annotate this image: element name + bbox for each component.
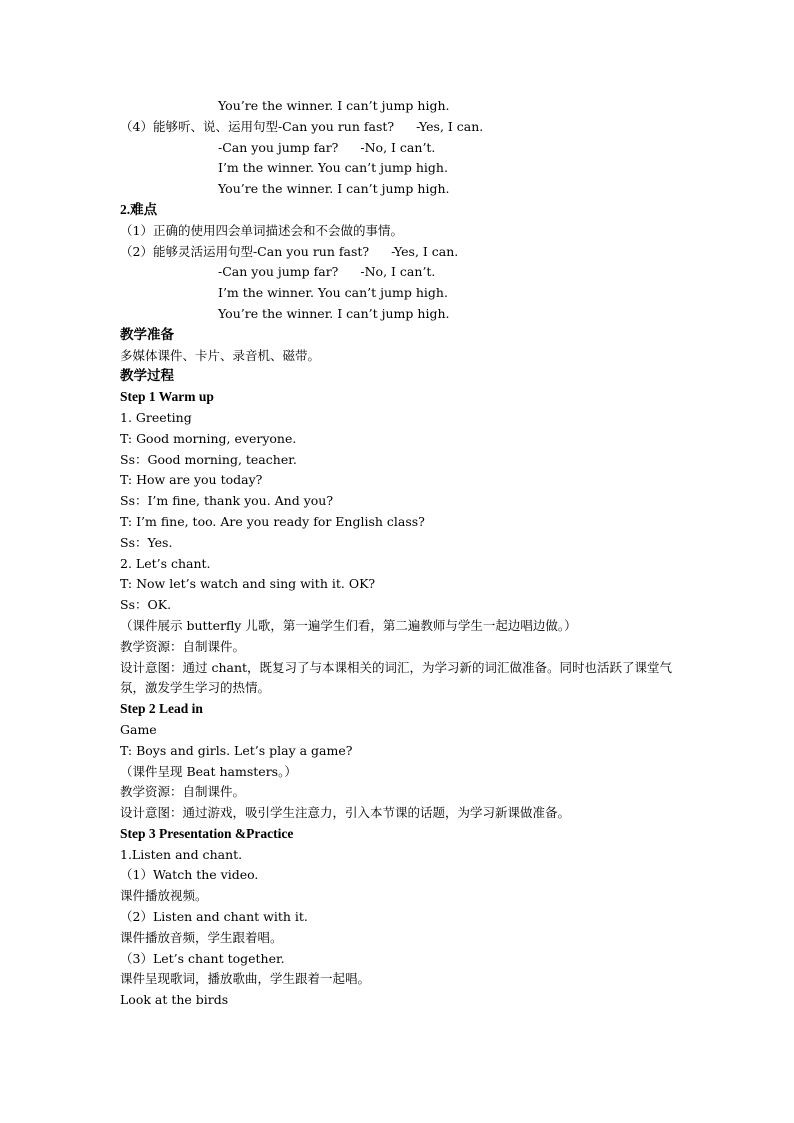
text-span: （4）能够听、说、运用句型-Can you run fast?: [120, 118, 395, 134]
text-line: 课件播放视频。: [120, 888, 208, 904]
text-span: -Yes, I can.: [416, 118, 484, 134]
text-line: [120, 242, 680, 263]
text-line: （1）Watch the video.: [120, 867, 259, 883]
step-heading: Step 1 Warm up: [120, 389, 214, 405]
section-heading: 教学准备: [120, 326, 174, 342]
text-line: （课件呈现 Beat hamsters。）: [120, 763, 297, 779]
text-span: -Can you jump far?: [218, 264, 339, 280]
text-line: Ss：I’m fine, thank you. And you?: [120, 493, 334, 509]
text-span: -Can you jump far?: [218, 139, 339, 155]
text-line: （3）Let’s chant together.: [120, 950, 285, 966]
text-line: （课件展示 butterfly 儿歌，第一遍学生们看，第二遍教师与学生一起边唱边做。）: [120, 617, 577, 633]
text-line: [120, 117, 680, 138]
text-line: Ss：OK.: [120, 597, 172, 613]
text-line: （2）Listen and chant with it.: [120, 909, 308, 925]
text-line: You’re the winner. I can’t jump high.: [218, 181, 450, 197]
section-heading: 2.难点: [120, 201, 158, 217]
text-line: 教学资源：自制课件。: [120, 638, 246, 654]
text-line: 1.Listen and chant.: [120, 846, 243, 862]
text-line: 课件播放音频，学生跟着唱。: [120, 929, 283, 945]
text-line: 2. Let’s chant.: [120, 555, 211, 571]
text-line: （1）正确的使用四会单词描述会和不会做的事情。: [120, 222, 403, 238]
text-line: T: How are you today?: [120, 472, 263, 488]
text-line: You’re the winner. I can’t jump high.: [218, 305, 450, 321]
text-span: -No, I can’t.: [360, 139, 436, 155]
section-heading: 教学过程: [120, 368, 174, 384]
text-line: T: Good morning, everyone.: [120, 430, 297, 446]
text-line: 课件呈现歌词，播放歌曲，学生跟着一起唱。: [120, 971, 371, 987]
text-line: Ss：Yes.: [120, 534, 173, 550]
text-span: -No, I can’t.: [360, 264, 436, 280]
text-line: 设计意图：通过游戏，吸引学生注意力，引入本节课的话题，为学习新课做准备。: [120, 805, 571, 821]
text-line: [120, 262, 680, 283]
text-line: T: I’m fine, too. Are you ready for English class?: [120, 513, 425, 529]
text-line: 多媒体课件、卡片、录音机、磁带。: [120, 347, 321, 363]
text-line: I’m the winner. You can’t jump high.: [218, 160, 448, 176]
text-line: You’re the winner. I can’t jump high.: [218, 98, 450, 113]
text-line: Look at the birds: [120, 992, 229, 1008]
text-line: 教学资源：自制课件。: [120, 784, 246, 800]
text-line: T: Boys and girls. Let’s play a game?: [120, 742, 353, 758]
text-line: I’m the winner. You can’t jump high.: [218, 285, 448, 301]
text-span: （2）能够灵活运用句型-Can you run fast?: [120, 243, 370, 259]
text-line: 1. Greeting: [120, 409, 192, 425]
step-heading: Step 3 Presentation &Practice: [120, 825, 294, 841]
text-span: -Yes, I can.: [391, 243, 459, 259]
step-heading: Step 2 Lead in: [120, 701, 203, 717]
text-line: Game: [120, 721, 157, 737]
text-line: [120, 138, 680, 159]
document-body: [120, 96, 680, 1011]
text-paragraph: 设计意图：通过 chant，既复习了与本课相关的词汇，为学习新的词汇做准备。同时也活跃了课堂气氛，激发学生学习的热情。: [120, 659, 673, 696]
text-line: Ss：Good morning, teacher.: [120, 451, 297, 467]
text-line: T: Now let’s watch and sing with it. OK?: [120, 576, 376, 592]
